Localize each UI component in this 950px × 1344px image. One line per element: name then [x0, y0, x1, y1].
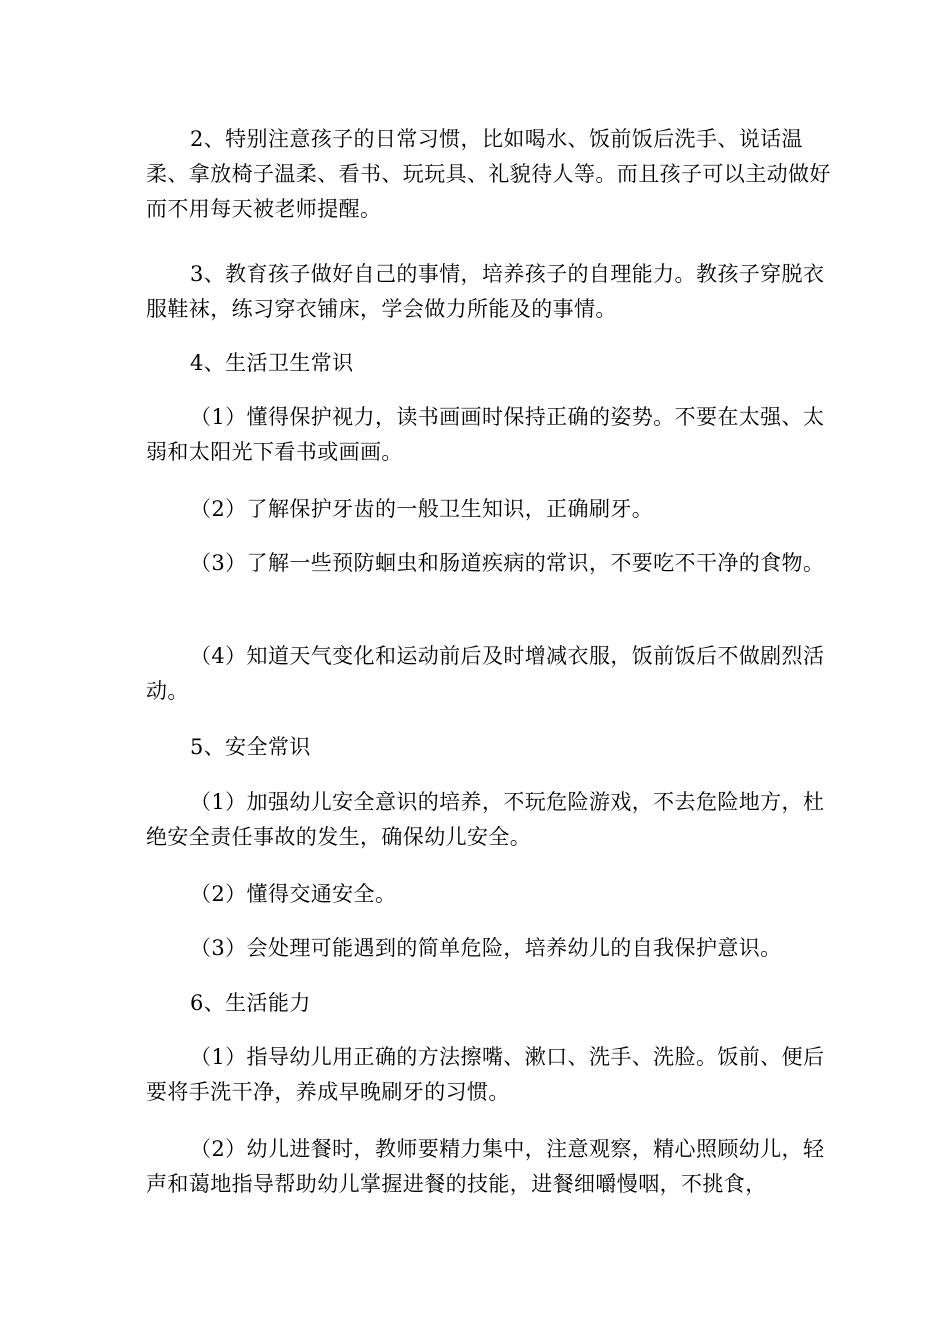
- paragraph-habits: 2、特别注意孩子的日常习惯，比如喝水、饭前饭后洗手、说话温柔、拿放椅子温柔、看书、玩玩具、礼貌待人等。而且孩子可以主动做好而不用每天被老师提醒。: [146, 127, 831, 221]
- paragraph-hygiene-3: （3）了解一些预防蛔虫和肠道疾病的常识，不要吃不干净的食物。: [190, 551, 825, 575]
- paragraph-hygiene-1: （1）懂得保护视力，读书画画时保持正确的姿势。不要在太强、太弱和太阳光下看书或画画。: [146, 405, 825, 464]
- paragraph-self-care: 3、教育孩子做好自己的事情，培养孩子的自理能力。教孩子穿脱衣服鞋袜，练习穿衣铺床，学会做力所能及的事情。: [146, 262, 825, 321]
- paragraph-hygiene-4: （4）知道天气变化和运动前后及时增减衣服，饭前饭后不做剧烈活动。: [146, 644, 825, 703]
- section-heading-hygiene: 4、生活卫生常识: [190, 351, 354, 375]
- paragraph-safety-2: （2）懂得交通安全。: [190, 882, 397, 906]
- section-heading-safety: 5、安全常识: [190, 735, 311, 759]
- paragraph-life-skills-1: （1）指导幼儿用正确的方法擦嘴、漱口、洗手、洗脸。饭前、便后要将手洗干净，养成早晚刷牙的习惯。: [146, 1045, 825, 1104]
- section-heading-life-skills: 6、生活能力: [190, 991, 311, 1015]
- paragraph-safety-1: （1）加强幼儿安全意识的培养，不玩危险游戏，不去危险地方，杜绝安全责任事故的发生，确保幼儿安全。: [146, 790, 825, 849]
- paragraph-life-skills-2: （2）幼儿进餐时，教师要精力集中，注意观察，精心照顾幼儿，轻声和蔼地指导帮助幼儿掌握进餐的技能，进餐细嚼慢咽，不挑食，: [146, 1137, 825, 1196]
- paragraph-safety-3: （3）会处理可能遇到的简单危险，培养幼儿的自我保护意识。: [190, 936, 782, 960]
- paragraph-hygiene-2: （2）了解保护牙齿的一般卫生知识，正确刷牙。: [190, 497, 654, 521]
